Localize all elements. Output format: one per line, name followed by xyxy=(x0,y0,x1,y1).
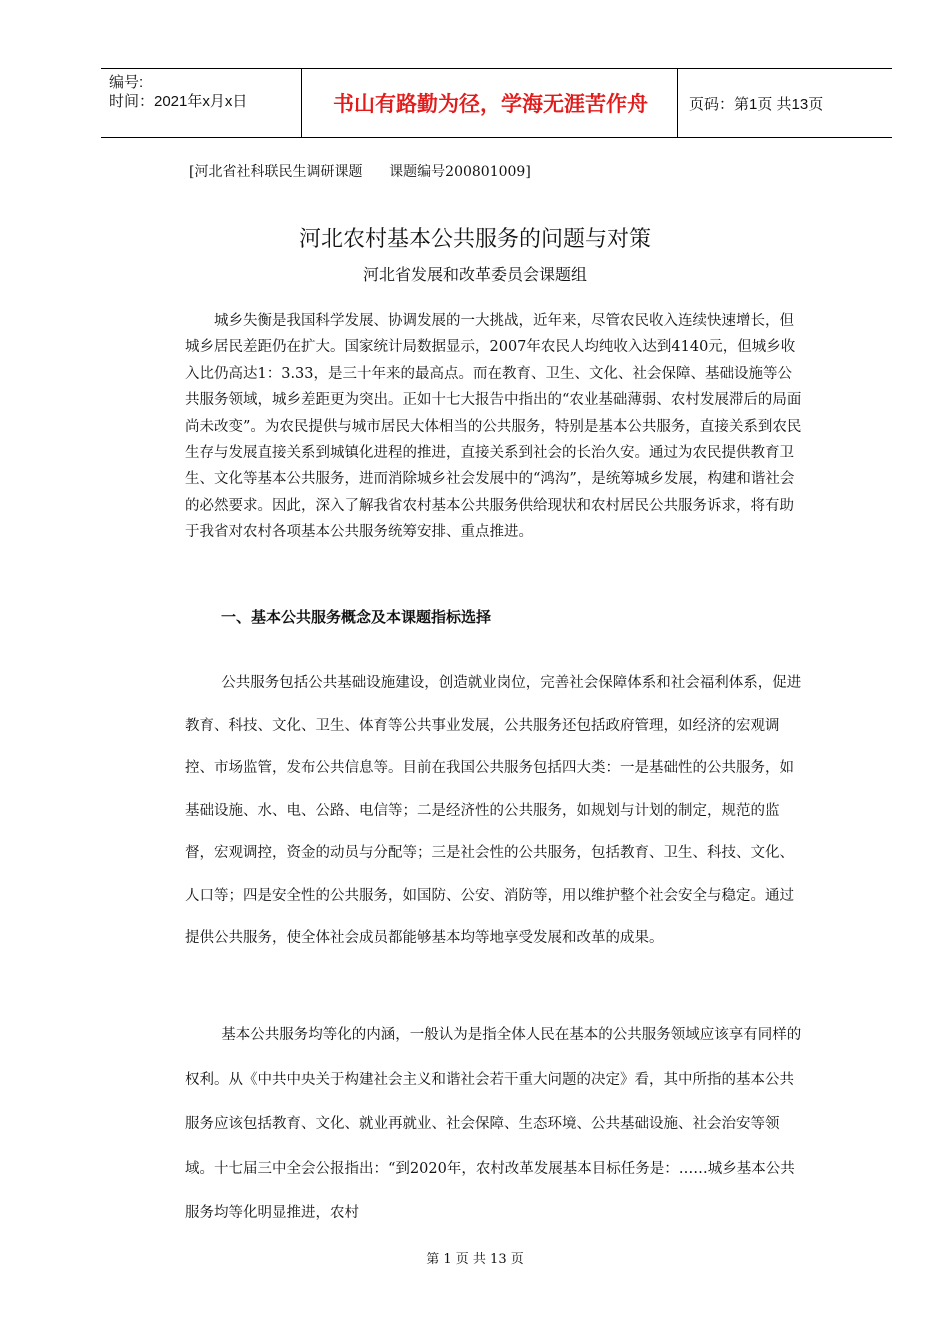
document-header-table xyxy=(101,68,892,138)
header-page-number: 页码：第1页 共13页 xyxy=(689,95,824,113)
header-divider xyxy=(301,69,302,137)
body-paragraph xyxy=(185,1013,805,1236)
section-heading: 一、基本公共服务概念及本课题指标选择 xyxy=(221,608,492,626)
project-code: 课题编号200801009] xyxy=(389,164,531,180)
body-paragraph xyxy=(185,662,805,960)
document-subtitle: 河北省发展和改革委员会课题组 xyxy=(362,265,587,284)
body-text: 公共服务包括公共基础设施建设，创造就业岗位，完善社会保障体系和社会福利体系，促进教育、科技、文化、卫生、体育等公共事业发展，公共服务还包括政府管理，如经济的宏观调控、市场监管，发布公共信息等。目前在我国公共服务包括四大类：一是基础性的公共服务，如基础设施、水、电、公路、电信等；二是经济性的公共服务，如规划与计划的制定，规范的监督，宏观调控，资金的动员与分配等；三是社会性的公共服务，包括教育、卫生、科技、文化、人口等；四是安全性的公共服务，如国防、公安、消防等，用以维护整个社会安全与稳定。通过提供公共服务，使全体社会成员都能够基本均等地享受发展和改革的成果。 xyxy=(185,675,802,946)
project-info-line xyxy=(189,161,531,181)
page-footer: 第 1 页 共 13 页 xyxy=(426,1252,524,1267)
header-info-cell xyxy=(109,73,247,111)
document-title: 河北农村基本公共服务的问题与对策 xyxy=(298,227,651,252)
time-label: 时间：2021年x月x日 xyxy=(109,93,248,110)
header-motto: 书山有路勤为径，学海无涯苦作舟 xyxy=(333,92,648,116)
serial-number-label: 编号: xyxy=(109,74,144,91)
project-tag: [河北省社科联民生调研课题 xyxy=(189,164,363,180)
intro-text: 城乡失衡是我国科学发展、协调发展的一大挑战，近年来，尽管农民收入连续快速增长，但城乡居民差距仍在扩大。国家统计局数据显示，2007年农民人均纯收入达到4140元，但城乡收入比仍高达1：3.33，是三十年来的最高点。而在教育、卫生、文化、社会保障、基础设施等公共服务领域，城乡差距更为突出。正如十七大报告中指出的“农业基础薄弱、农村发展滞后的局面尚未改变”。为农民提供与城市居民大体相当的公共服务，特别是基本公共服务，直接关系到农民生存与发展直接关系到城镇化进程的推进，直接关系到社会的长治久安。通过为农民提供教育卫生、文化等基本公共服务，进而消除城乡社会发展中的“鸿沟”，是统筹城乡发展，构建和谐社会的必然要求。因此，深入了解我省农村基本公共服务供给现状和农村居民公共服务诉求，将有助于我省对农村各项基本公共服务统筹安排、重点推进。 xyxy=(185,313,802,541)
body-text: 基本公共服务均等化的内涵，一般认为是指全体人民在基本的公共服务领域应该享有同样的权利。从《中共中央关于构建社会主义和谐社会若干重大问题的决定》看，其中所指的基本公共服务应该包括教育、文化、就业再就业、社会保障、生态环境、公共基础设施、社会治安等领域。十七届三中全会公报指出：“到2020年，农村改革发展基本目标任务是：……城乡基本公共服务均等化明显推进，农村 xyxy=(185,1027,802,1221)
intro-paragraph xyxy=(185,308,805,546)
